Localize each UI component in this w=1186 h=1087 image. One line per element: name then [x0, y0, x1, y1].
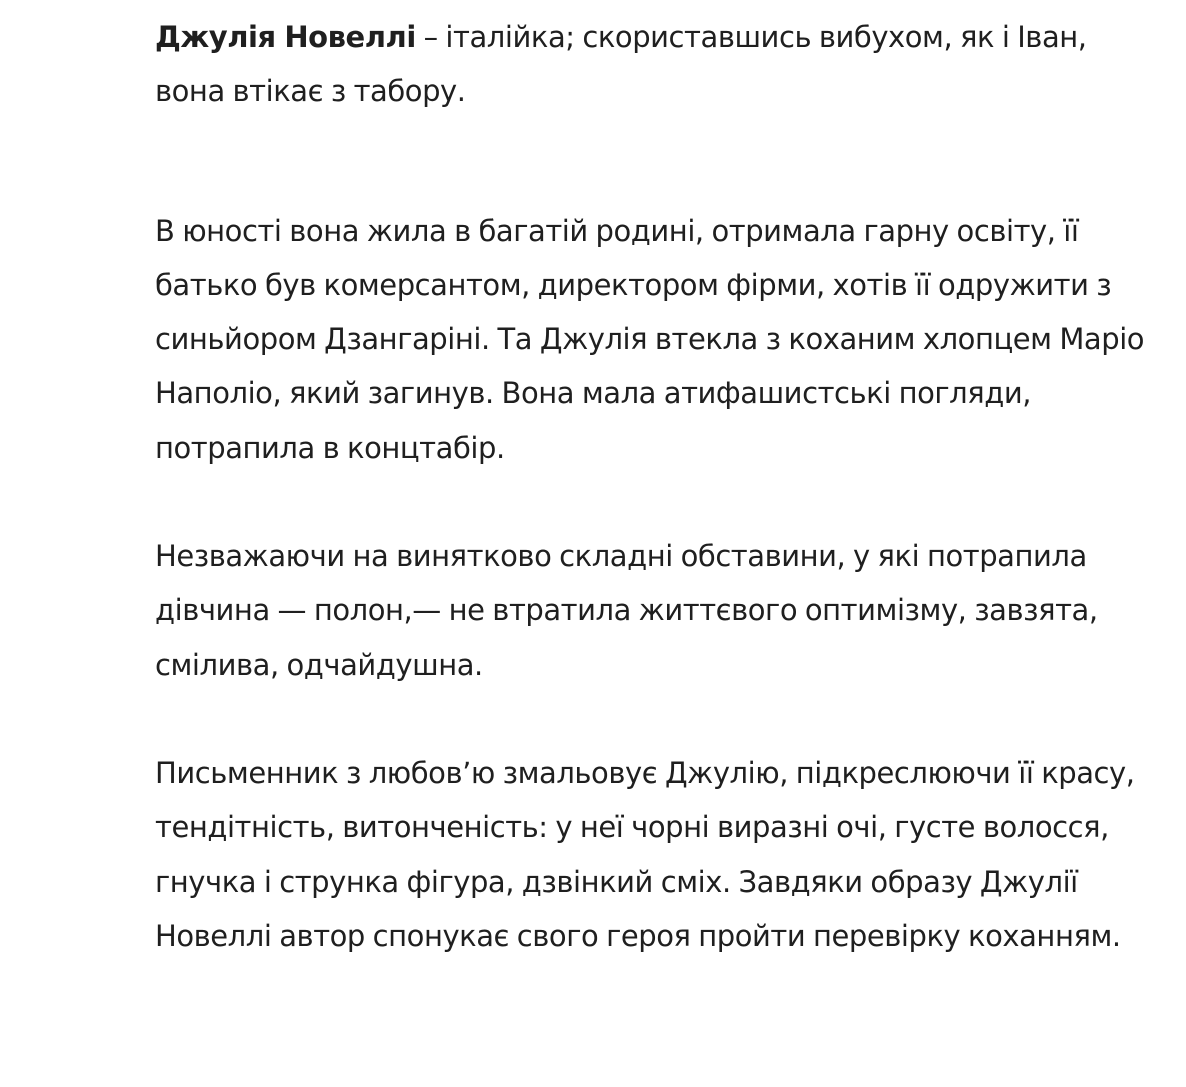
character-name: Джулія Новеллі	[155, 20, 416, 54]
paragraph-author: Письменник з любов’ю змальовує Джулію, підкреслюючи її красу, тендітність, витонченість: у неї чорні виразні очі, густе волосся, гнучка і струнка фігура, дзвінкий сміх. Завдяки образу Джулії Новеллі автор спонукає свого героя пройти перевірку коханням.	[155, 755, 1135, 953]
article-body	[155, 10, 1155, 963]
paragraph-intro	[155, 10, 1155, 119]
paragraph-optimism: Незважаючи на винятково складні обставини, у які потрапила дівчина — полон,— не втратила життєвого оптимізму, завзята, смілива, одчайдушна.	[155, 539, 1098, 682]
intro-text: – італійка; скориставшись вибухом, як і Іван, вона втікає з табору.	[155, 20, 1087, 109]
paragraph-youth: В юності вона жила в багатій родині, отримала гарну освіту, її батько був комерсантом, директором фірми, хотів її одружити з синьйором Дзангаріні. Та Джулія втекла з коханим хлопцем Маріо Наполіо, який загинув. Вона мала атифашистські погляди, потрапила в концтабір.	[155, 213, 1145, 465]
